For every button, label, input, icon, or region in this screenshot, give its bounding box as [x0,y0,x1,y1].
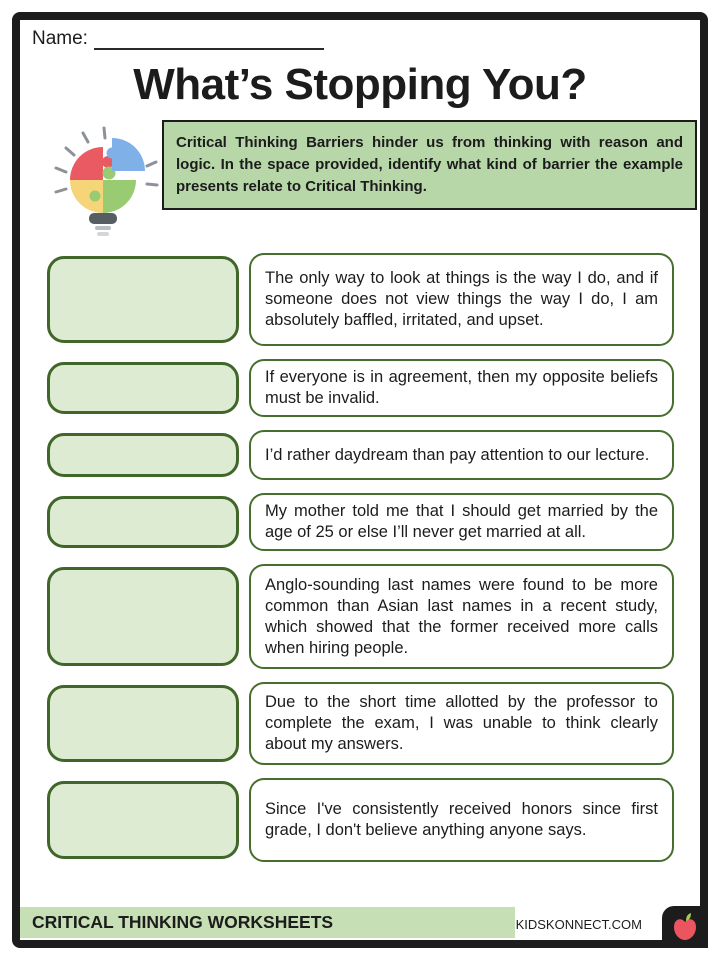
exercise-row [47,253,674,346]
example-box-5 [249,564,674,669]
answer-box-6[interactable] [47,685,239,762]
example-text: I’d rather daydream than pay attention to our lecture. [265,445,650,464]
name-row [32,28,324,50]
example-box-1 [249,253,674,346]
exercise-rows [47,253,674,862]
example-box-2 [249,359,674,417]
intro-section [50,120,697,240]
name-label: Name: [32,28,88,49]
site-name: KIDSKONNECT.COM [515,917,642,932]
example-text: Due to the short time allotted by the professor to complete the exam, I was unable to think clearly about my answers. [265,693,658,753]
worksheet-page [12,12,708,948]
answer-box-7[interactable] [47,781,239,859]
example-box-6 [249,682,674,765]
answer-box-1[interactable] [47,256,239,343]
footer-series-bar [20,907,515,938]
answer-box-5[interactable] [47,567,239,666]
example-text: My mother told me that I should get married by the age of 25 or else I’ll never get married at all. [265,502,658,541]
lightbulb-puzzle-icon [50,120,162,240]
example-box-3 [249,430,674,480]
exercise-row [47,359,674,417]
apple-icon [671,911,699,943]
example-text: If everyone is in agreement, then my opposite beliefs must be invalid. [265,368,658,407]
example-box-4 [249,493,674,551]
exercise-row [47,564,674,669]
exercise-row [47,493,674,551]
example-text: Since I've consistently received honors since first grade, I don't believe anything anyone says. [265,800,658,839]
logo-box [662,906,708,948]
page-title: What’s Stopping You? [133,60,587,109]
answer-box-3[interactable] [47,433,239,477]
exercise-row [47,682,674,765]
series-label: CRITICAL THINKING WORKSHEETS [32,912,334,932]
exercise-row [47,430,674,480]
exercise-row [47,778,674,862]
name-input-line[interactable] [94,28,324,50]
answer-box-4[interactable] [47,496,239,548]
answer-box-2[interactable] [47,362,239,414]
example-text: The only way to look at things is the way I do, and if someone does not view things the way I do, I am absolutely baffled, irritated, and upset. [265,269,658,329]
instructions-text: Critical Thinking Barriers hinder us from thinking with reason and logic. In the space provided, identify what kind of barrier the example presents relate to Critical Thinking. [162,120,697,210]
example-box-7 [249,778,674,862]
example-text: Anglo-sounding last names were found to be more common than Asian last names in a recent study, which showed that the former received more calls when hiring people. [265,575,658,657]
